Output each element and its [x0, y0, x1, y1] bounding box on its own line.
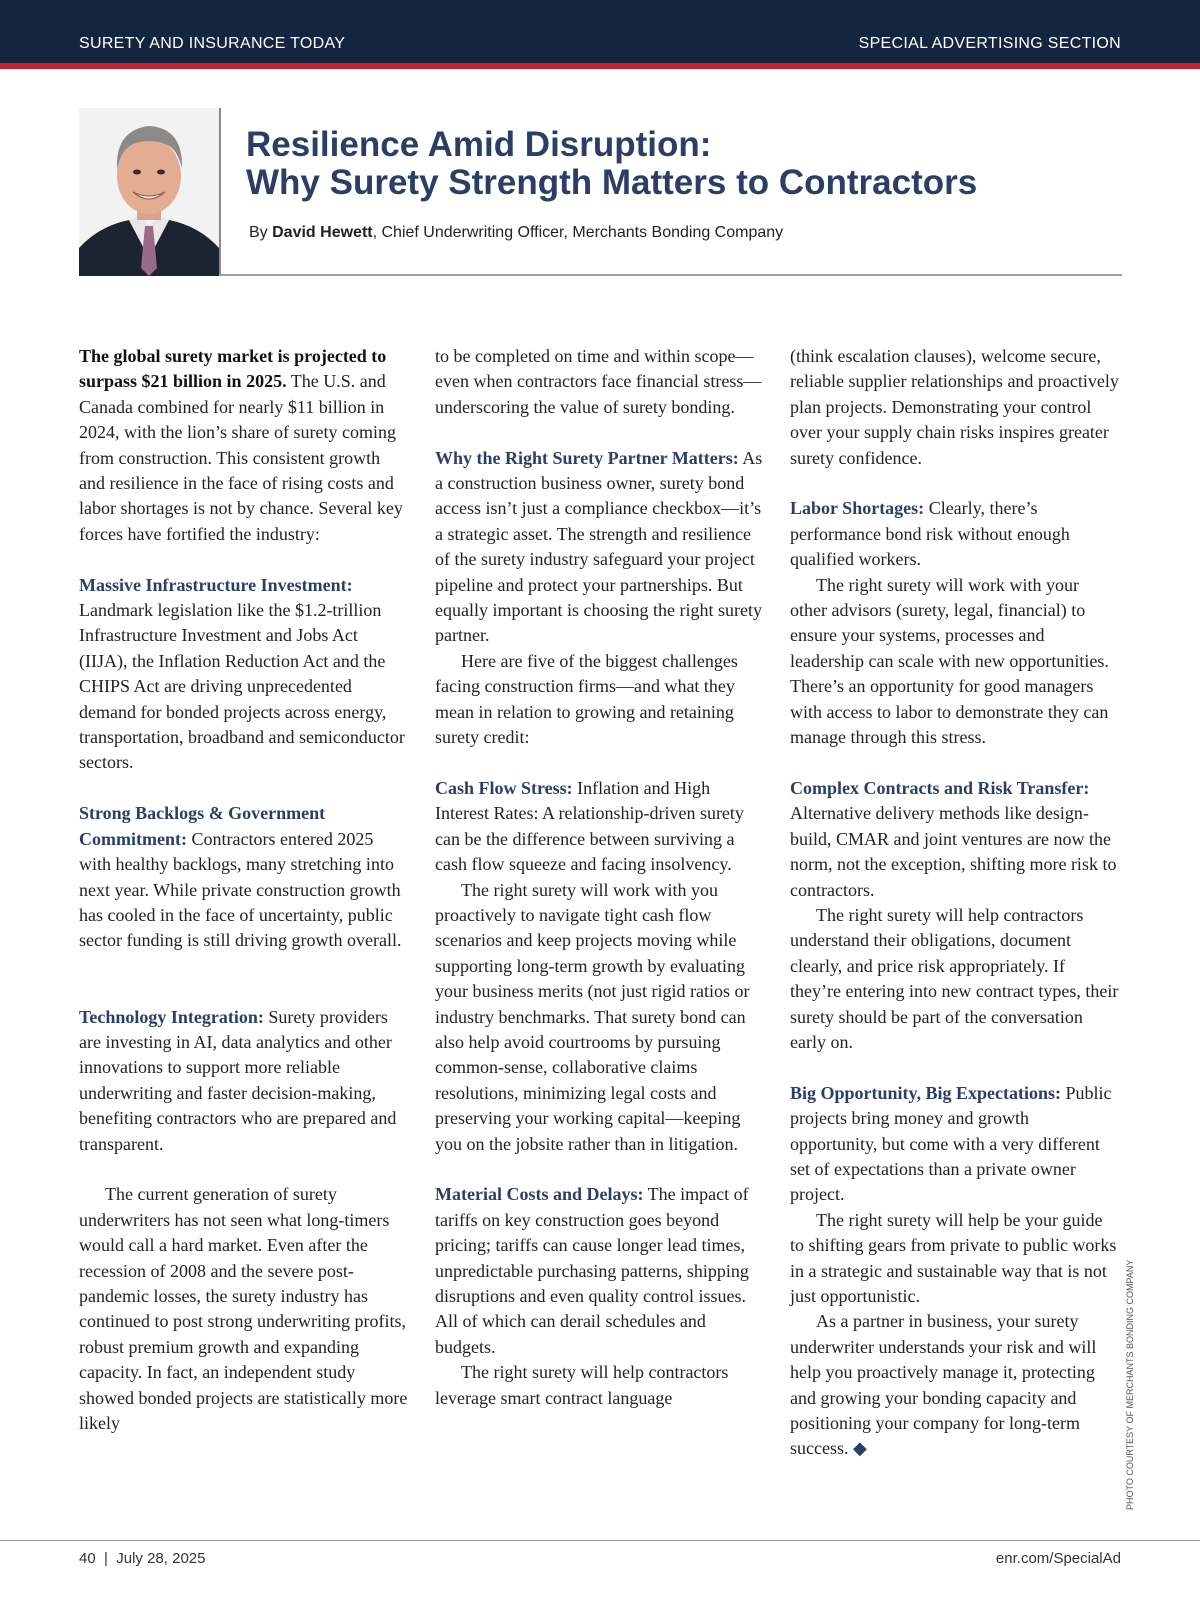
- article-column-1: [79, 344, 409, 1436]
- intro-text: The U.S. and Canada combined for nearly $11 billion in 2024, with the lion’s share of surety coming from construction. This consistent growth and resilience in the face of rising costs and labor shortages is not by chance. Several key forces have fortified the industry:: [79, 371, 403, 544]
- paragraph-material-costs: The right surety will help contractors leverage smart contract language: [435, 1362, 729, 1408]
- section-heading: Labor Shortages:: [790, 498, 925, 519]
- section-complex-contracts: [790, 776, 1120, 903]
- section-labor-shortages: [790, 496, 1120, 572]
- photo-credit: PHOTO COURTESY OF MERCHANTS BONDING COMPANY: [1125, 1259, 1135, 1510]
- section-cash-flow: [435, 776, 765, 878]
- author-portrait-illustration: [79, 108, 219, 276]
- section-text: Landmark legislation like the $1.2-trillion Infrastructure Investment and Jobs Act (IIJA), the Inflation Reduction Act and the CHIPS Act are driving unprecedented demand for bonded projects across energy, transportation, broadband and semiconductor sectors.: [79, 600, 405, 773]
- end-mark-icon: ◆: [848, 1438, 867, 1459]
- section-text: As a construction business owner, surety bond access isn’t just a compliance checkbox—it’s a strategic asset. The strength and resilience of the surety industry safeguard your project pipeline and protect your partnerships. But equally important is choosing the right surety partner.: [435, 447, 763, 646]
- section-text: Clearly, there’s performance bond risk without enough qualified workers.: [790, 498, 1070, 570]
- section-heading: Material Costs and Delays:: [435, 1184, 644, 1205]
- section-heading: Technology Integration:: [79, 1006, 264, 1027]
- intro-lead: The global surety market is projected to surpass $21 billion in 2025.: [79, 346, 387, 392]
- section-text: Alternative delivery methods like design-build, CMAR and joint ventures are now the norm, not the exception, shifting more risk to contractors.: [790, 803, 1117, 900]
- footer-divider: [0, 1540, 1200, 1541]
- section-heading: Strong Backlogs & Government Commitment:: [79, 803, 326, 849]
- paragraph-public-works: The right surety will help be your guide to shifting gears from private to public works in a strategic and sustainable way that is not just opportunistic.: [790, 1209, 1117, 1306]
- paragraph-cash-flow: The right surety will work with you proactively to navigate tight cash flow scenarios and keep projects moving while supporting long-term growth by evaluating your business merits (not just rigid ratios or industry benchmarks. That surety bond can also help avoid courtrooms by pursuing common-sense, collaborative claims resolutions, minimizing legal costs and preserving your working capital—keeping you on the jobsite rather than in litigation.: [435, 879, 750, 1154]
- byline-prefix: By: [249, 224, 268, 241]
- paragraph-conclusion: [790, 1309, 1120, 1461]
- section-heading: Big Opportunity, Big Expectations:: [790, 1082, 1062, 1103]
- byline: [249, 224, 1129, 242]
- conclusion-text: As a partner in business, your surety underwriter understands your risk and will help you proactively manage it, protecting and growing your bonding capacity and positioning your company for long-term success.: [790, 1311, 1097, 1459]
- footer-url: enr.com/SpecialAd: [995, 1550, 1121, 1567]
- intro-paragraph: [79, 344, 409, 547]
- paragraph-hard-market: The current generation of surety underwriters has not seen what long-timers would call a hard market. Even after the recession of 2008 and the severe post-pandemic losses, the surety industry has continued to post strong underwriting profits, robust premium growth and expanding capacity. In fact, an independent study showed bonded projects are statistically more likely: [79, 1184, 408, 1433]
- section-text: Inflation and High Interest Rates: A relationship-driven surety can be the difference between surviving a cash flow squeeze and facing insolvency.: [435, 777, 744, 875]
- section-text: The impact of tariffs on key construction goes beyond pricing; tariffs can cause longer lead times, unpredictable purchasing patterns, shipping disruptions and even quality control issues. All of which can derail schedules and budgets.: [435, 1184, 749, 1357]
- title-line-2: Why Surety Strength Matters to Contractors: [246, 163, 978, 202]
- section-text: Public projects bring money and growth opportunity, but come with a very different set of expectations than a private owner project.: [790, 1082, 1112, 1205]
- section-material-costs: [435, 1182, 765, 1360]
- article-title: [246, 126, 1126, 202]
- paragraph-labor: The right surety will work with your other advisors (surety, legal, financial) to ensure your systems, processes and leadership can scale with new opportunities. There’s an opportunity for good managers with access to labor to demonstrate they can manage through this stress.: [790, 574, 1109, 748]
- section-big-opportunity: [790, 1081, 1120, 1208]
- section-label: SURETY AND INSURANCE TODAY: [79, 35, 346, 52]
- header-accent-stripe: [0, 63, 1200, 69]
- section-infrastructure: [79, 573, 409, 776]
- title-line-1: Resilience Amid Disruption:: [246, 125, 712, 164]
- header-divider: [219, 274, 1122, 276]
- article-column-3: [790, 344, 1120, 1462]
- section-heading: Cash Flow Stress:: [435, 777, 573, 798]
- article-column-2: [435, 344, 765, 1411]
- page-info: 40 | July 28, 2025: [79, 1550, 206, 1567]
- section-right-partner: [435, 446, 765, 649]
- section-text: Surety providers are investing in AI, data analytics and other innovations to support more reliable underwriting and faster decision-making, benefiting contractors who are prepared and transparent.: [79, 1006, 397, 1154]
- section-heading: Complex Contracts and Risk Transfer:: [790, 777, 1090, 798]
- paragraph-five-challenges: Here are five of the biggest challenges facing construction firms—and what they mean in relation to growing and retaining surety credit:: [435, 650, 738, 748]
- author-title: , Chief Underwriting Officer, Merchants Bonding Company: [372, 224, 784, 241]
- photo-divider: [219, 108, 221, 276]
- continued-paragraph: to be completed on time and within scope—even when contractors face financial stress—underscoring the value of surety bonding.: [435, 346, 762, 417]
- section-header-bar: [0, 0, 1200, 63]
- advertising-label: SPECIAL ADVERTISING SECTION: [858, 35, 1121, 52]
- section-backlogs: [79, 801, 409, 953]
- author-name: David Hewett: [272, 224, 373, 241]
- continued-paragraph: (think escalation clauses), welcome secure, reliable supplier relationships and proactively plan projects. Demonstrating your control over your supply chain risks inspires greater surety confidence.: [790, 346, 1119, 468]
- section-heading: Massive Infrastructure Investment:: [79, 574, 353, 595]
- section-technology: [79, 1005, 409, 1157]
- paragraph-contracts: The right surety will help contractors understand their obligations, document clearly, and price risk appropriately. If they’re entering into new contract types, their surety should be part of the conversation early on.: [790, 904, 1119, 1052]
- author-photo: [79, 108, 219, 276]
- section-text: Contractors entered 2025 with healthy backlogs, many stretching into next year. While private construction growth has cooled in the face of uncertainty, public sector funding is still driving growth overall.: [79, 828, 402, 951]
- section-heading: Why the Right Surety Partner Matters:: [435, 447, 739, 468]
